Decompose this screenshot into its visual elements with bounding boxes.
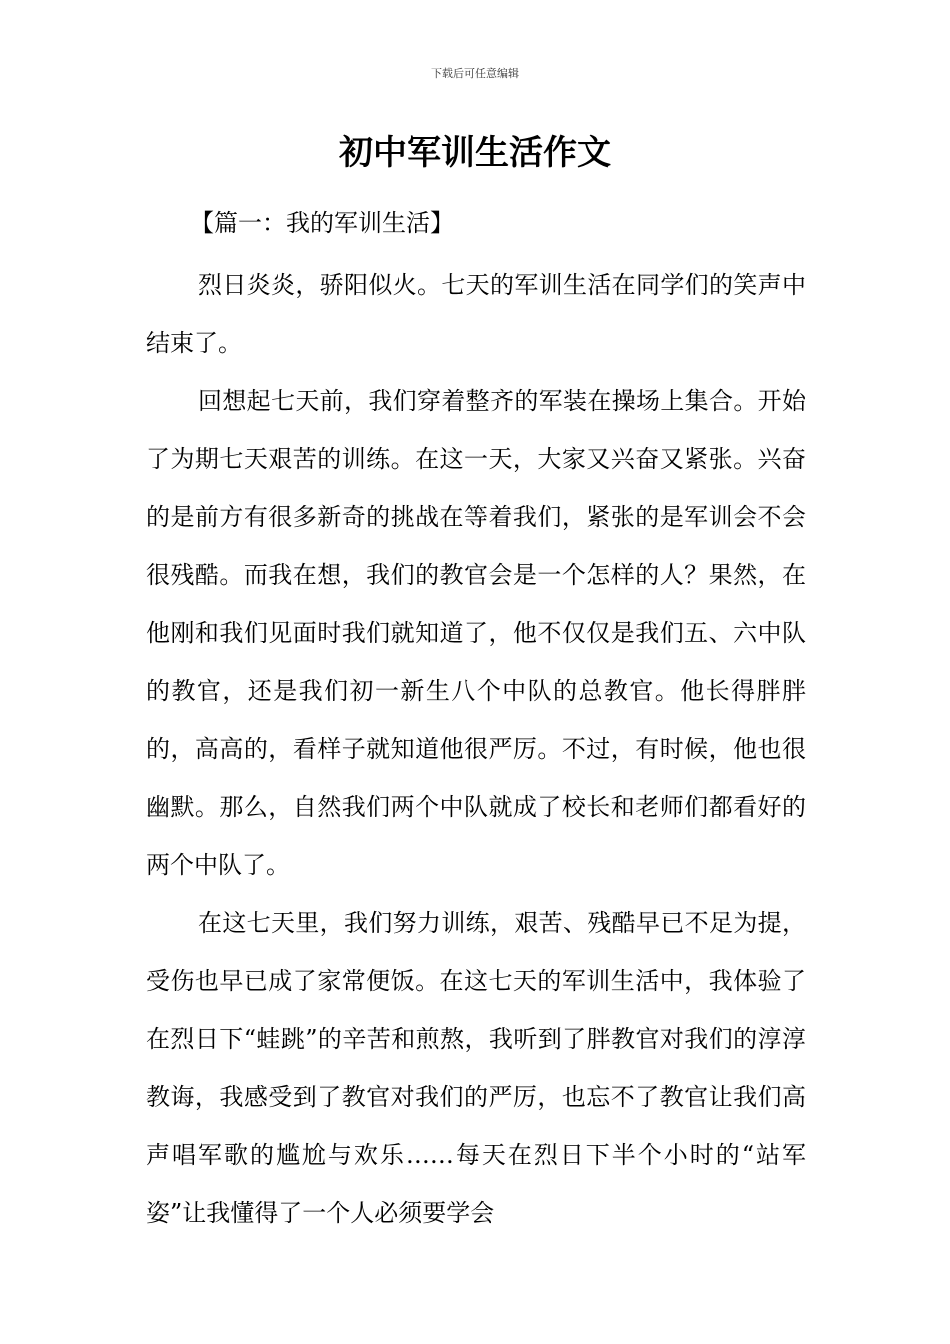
paragraph-3: 在这七天里，我们努力训练，艰苦、残酷早已不足为提，受伤也早已成了家常便饭。在这七天的军训生活中，我体验了在烈日下“蛙跳”的辛苦和煎熬，我听到了胖教官对我们的淳淳教诲，我感受到了教官对我们的严厉，也忘不了教官让我们高声唱军歌的尴尬与欢乐……每天在烈日下半个小时的“站军姿”让我懂得了一个人必须要学会 xyxy=(146,909,806,1227)
paragraph-2: 回想起七天前，我们穿着整齐的军装在操场上集合。开始了为期七天艰苦的训练。在这一天，大家又兴奋又紧张。兴奋的是前方有很多新奇的挑战在等着我们，紧张的是军训会不会很残酷。而我在想，我们的教官会是一个怎样的人？果然，在他刚和我们见面时我们就知道了，他不仅仅是我们五、六中队的教官，还是我们初一新生八个中队的总教官。他长得胖胖的，高高的，看样子就知道他很严厉。不过，有时候，他也很幽默。那么，自然我们两个中队就成了校长和老师们都看好的两个中队了。 xyxy=(146,387,806,879)
document-title: 初中军训生活作文 xyxy=(339,133,611,173)
header-note: 下载后可任意编辑 xyxy=(431,67,519,80)
document-body xyxy=(146,256,806,1242)
paragraph-1: 烈日炎炎，骄阳似火。七天的军训生活在同学们的笑声中结束了。 xyxy=(146,271,806,357)
section-heading: 【篇一：我的军训生活】 xyxy=(190,209,454,237)
